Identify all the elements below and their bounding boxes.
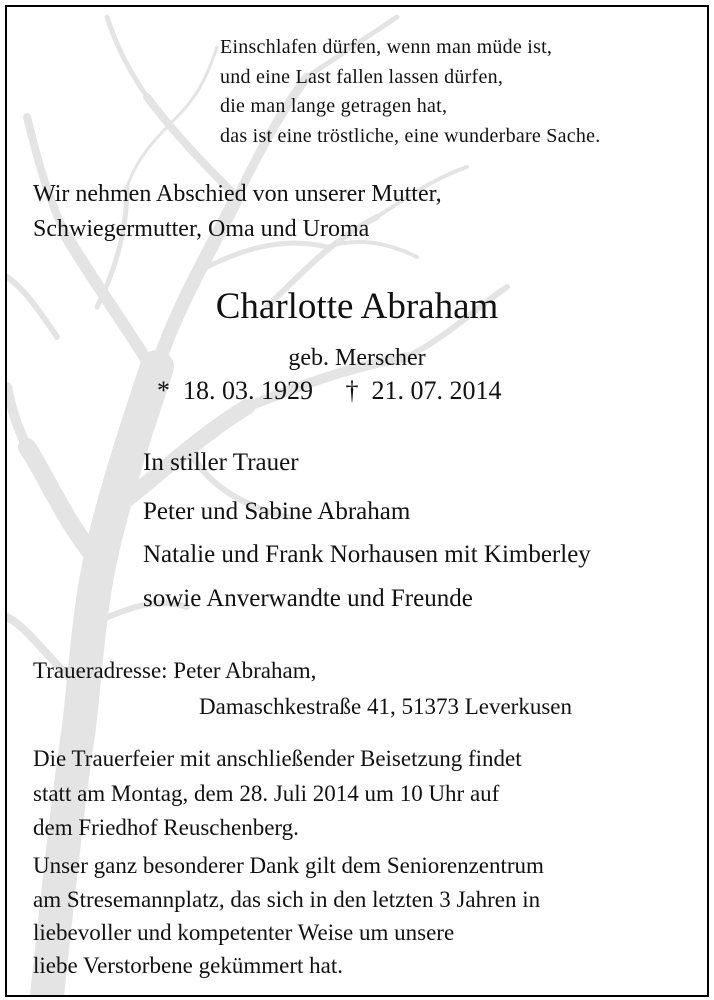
intro-line: Wir nehmen Abschied von unserer Mutter,	[33, 181, 442, 207]
life-dates	[157, 378, 502, 404]
birth-name: geb. Merscher	[288, 345, 426, 371]
thanks-line: liebevoller und kompetenter Weise um unsere	[33, 920, 455, 945]
poem-line: Einschlafen dürfen, wenn man müde ist,	[220, 36, 553, 58]
obituary-notice	[5, 5, 709, 997]
thanks-line: liebe Verstorbene gekümmert hat.	[33, 953, 343, 978]
intro-line: Schwiegermutter, Oma und Uroma	[33, 216, 370, 242]
poem-line: die man lange getragen hat,	[220, 95, 448, 117]
mourner-name: Peter und Sabine Abraham	[143, 498, 411, 525]
deceased-name: Charlotte Abraham	[215, 286, 499, 327]
poem-line: und eine Last fallen lassen dürfen,	[220, 66, 504, 88]
thanks-line: Unser ganz besonderer Dank gilt dem Seniorenzentrum	[33, 853, 544, 878]
mourner-name: sowie Anverwandte und Freunde	[143, 585, 473, 612]
poem-line: das ist eine tröstliche, eine wunderbare Sache.	[220, 125, 601, 147]
mourner-name: Natalie und Frank Norhausen mit Kimberley	[143, 541, 591, 568]
ceremony-line: dem Friedhof Reuschenberg.	[33, 815, 299, 840]
address-line: Traueradresse: Peter Abraham,	[33, 658, 317, 683]
address-line: Damaschkestraße 41, 51373 Leverkusen	[199, 694, 572, 719]
birth-star-icon: *	[157, 376, 170, 405]
thanks-line: am Stresemannplatz, das sich in den letzten 3 Jahren in	[33, 887, 541, 912]
mourning-heading: In stiller Trauer	[143, 449, 299, 476]
birth-date: 18. 03. 1929	[183, 376, 313, 405]
death-cross-icon: †	[345, 376, 359, 405]
ceremony-line: Die Trauerfeier mit anschließender Beisetzung findet	[33, 746, 522, 771]
death-date: 21. 07. 2014	[371, 376, 502, 405]
ceremony-line: statt am Montag, dem 28. Juli 2014 um 10 Uhr auf	[33, 781, 500, 806]
